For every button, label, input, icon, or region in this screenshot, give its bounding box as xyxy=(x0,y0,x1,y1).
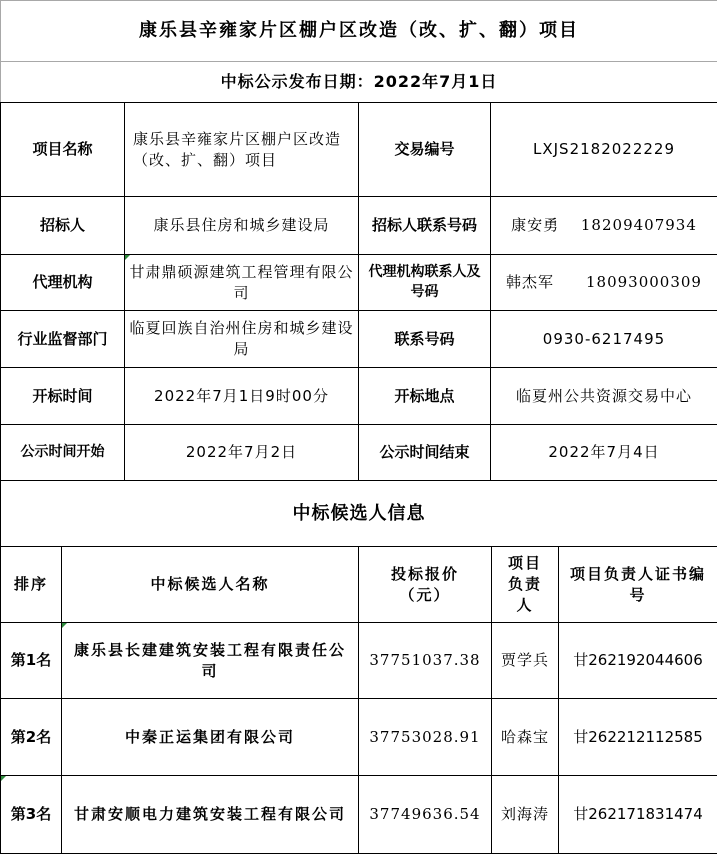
title-band xyxy=(0,0,717,103)
table-row xyxy=(1,311,717,368)
table-header-row xyxy=(1,547,717,623)
cert-cell: 甘262192044606 xyxy=(559,623,717,699)
table-row xyxy=(1,255,717,311)
table-row xyxy=(1,425,717,481)
agency-contact-value: 韩杰军 18093000309 xyxy=(491,255,717,311)
trade-no-value: LXJS2182022229 xyxy=(491,103,717,197)
rank-cell: 第2名 xyxy=(1,699,62,776)
table-row xyxy=(1,197,717,255)
table-row xyxy=(1,699,717,776)
name-header: 中标候选人名称 xyxy=(62,547,359,623)
tenderer-label: 招标人 xyxy=(1,197,125,255)
cert-cell: 甘262212112585 xyxy=(559,699,717,776)
project-name-value: 康乐县辛雍家片区棚户区改造（改、扩、翻）项目 xyxy=(125,103,359,197)
table-row xyxy=(1,776,717,854)
announcement-date: 中标公示发布日期：2022年7月1日 xyxy=(1,62,717,103)
publicity-start-label: 公示时间开始 xyxy=(1,425,125,481)
bid-cell: 37753028.91 xyxy=(359,699,492,776)
cert-header: 项目负责人证书编号 xyxy=(559,547,717,623)
bid-header: 投标报价（元） xyxy=(359,547,492,623)
rank-cell: 第1名 xyxy=(1,623,62,699)
manager-cell: 哈森宝 xyxy=(492,699,559,776)
candidate-name-cell: 康乐县长建建筑安装工程有限责任公司 xyxy=(62,623,359,699)
supervisor-value: 临夏回族自治州住房和城乡建设局 xyxy=(125,311,359,368)
candidate-name-cell: 甘肃安顺电力建筑安装工程有限公司 xyxy=(62,776,359,854)
open-place-value: 临夏州公共资源交易中心 xyxy=(491,368,717,425)
publicity-start-value: 2022年7月2日 xyxy=(125,425,359,481)
rank-cell: 第3名 xyxy=(1,776,62,854)
open-place-label: 开标地点 xyxy=(359,368,491,425)
open-time-value: 2022年7月1日9时00分 xyxy=(125,368,359,425)
publicity-end-value: 2022年7月4日 xyxy=(491,425,717,481)
bid-cell: 37751037.38 xyxy=(359,623,492,699)
project-name-label: 项目名称 xyxy=(1,103,125,197)
trade-no-label: 交易编号 xyxy=(359,103,491,197)
publicity-end-label: 公示时间结束 xyxy=(359,425,491,481)
supervisor-label: 行业监督部门 xyxy=(1,311,125,368)
manager-header: 项目负责人 xyxy=(492,547,559,623)
contact-label: 联系号码 xyxy=(359,311,491,368)
candidates-table xyxy=(0,480,717,854)
open-time-label: 开标时间 xyxy=(1,368,125,425)
table-row xyxy=(1,481,717,547)
table-row xyxy=(1,368,717,425)
agency-contact-label: 代理机构联系人及号码 xyxy=(359,255,491,311)
bid-cell: 37749636.54 xyxy=(359,776,492,854)
project-info-table xyxy=(0,102,717,481)
manager-cell: 贾学兵 xyxy=(492,623,559,699)
cert-cell: 甘262171831474 xyxy=(559,776,717,854)
table-row xyxy=(1,623,717,699)
agency-value: 甘肃鼎硕源建筑工程管理有限公司 xyxy=(125,255,359,311)
tenderer-value: 康乐县住房和城乡建设局 xyxy=(125,197,359,255)
table-row xyxy=(1,103,717,197)
candidate-name-cell: 中秦正运集团有限公司 xyxy=(62,699,359,776)
candidates-section-title: 中标候选人信息 xyxy=(1,481,717,547)
contact-value: 0930-6217495 xyxy=(491,311,717,368)
tenderer-contact-value: 康安勇 18209407934 xyxy=(491,197,717,255)
manager-cell: 刘海涛 xyxy=(492,776,559,854)
tenderer-contact-label: 招标人联系号码 xyxy=(359,197,491,255)
document-title: 康乐县辛雍家片区棚户区改造（改、扩、翻）项目 xyxy=(1,1,717,62)
agency-label: 代理机构 xyxy=(1,255,125,311)
rank-header: 排序 xyxy=(1,547,62,623)
